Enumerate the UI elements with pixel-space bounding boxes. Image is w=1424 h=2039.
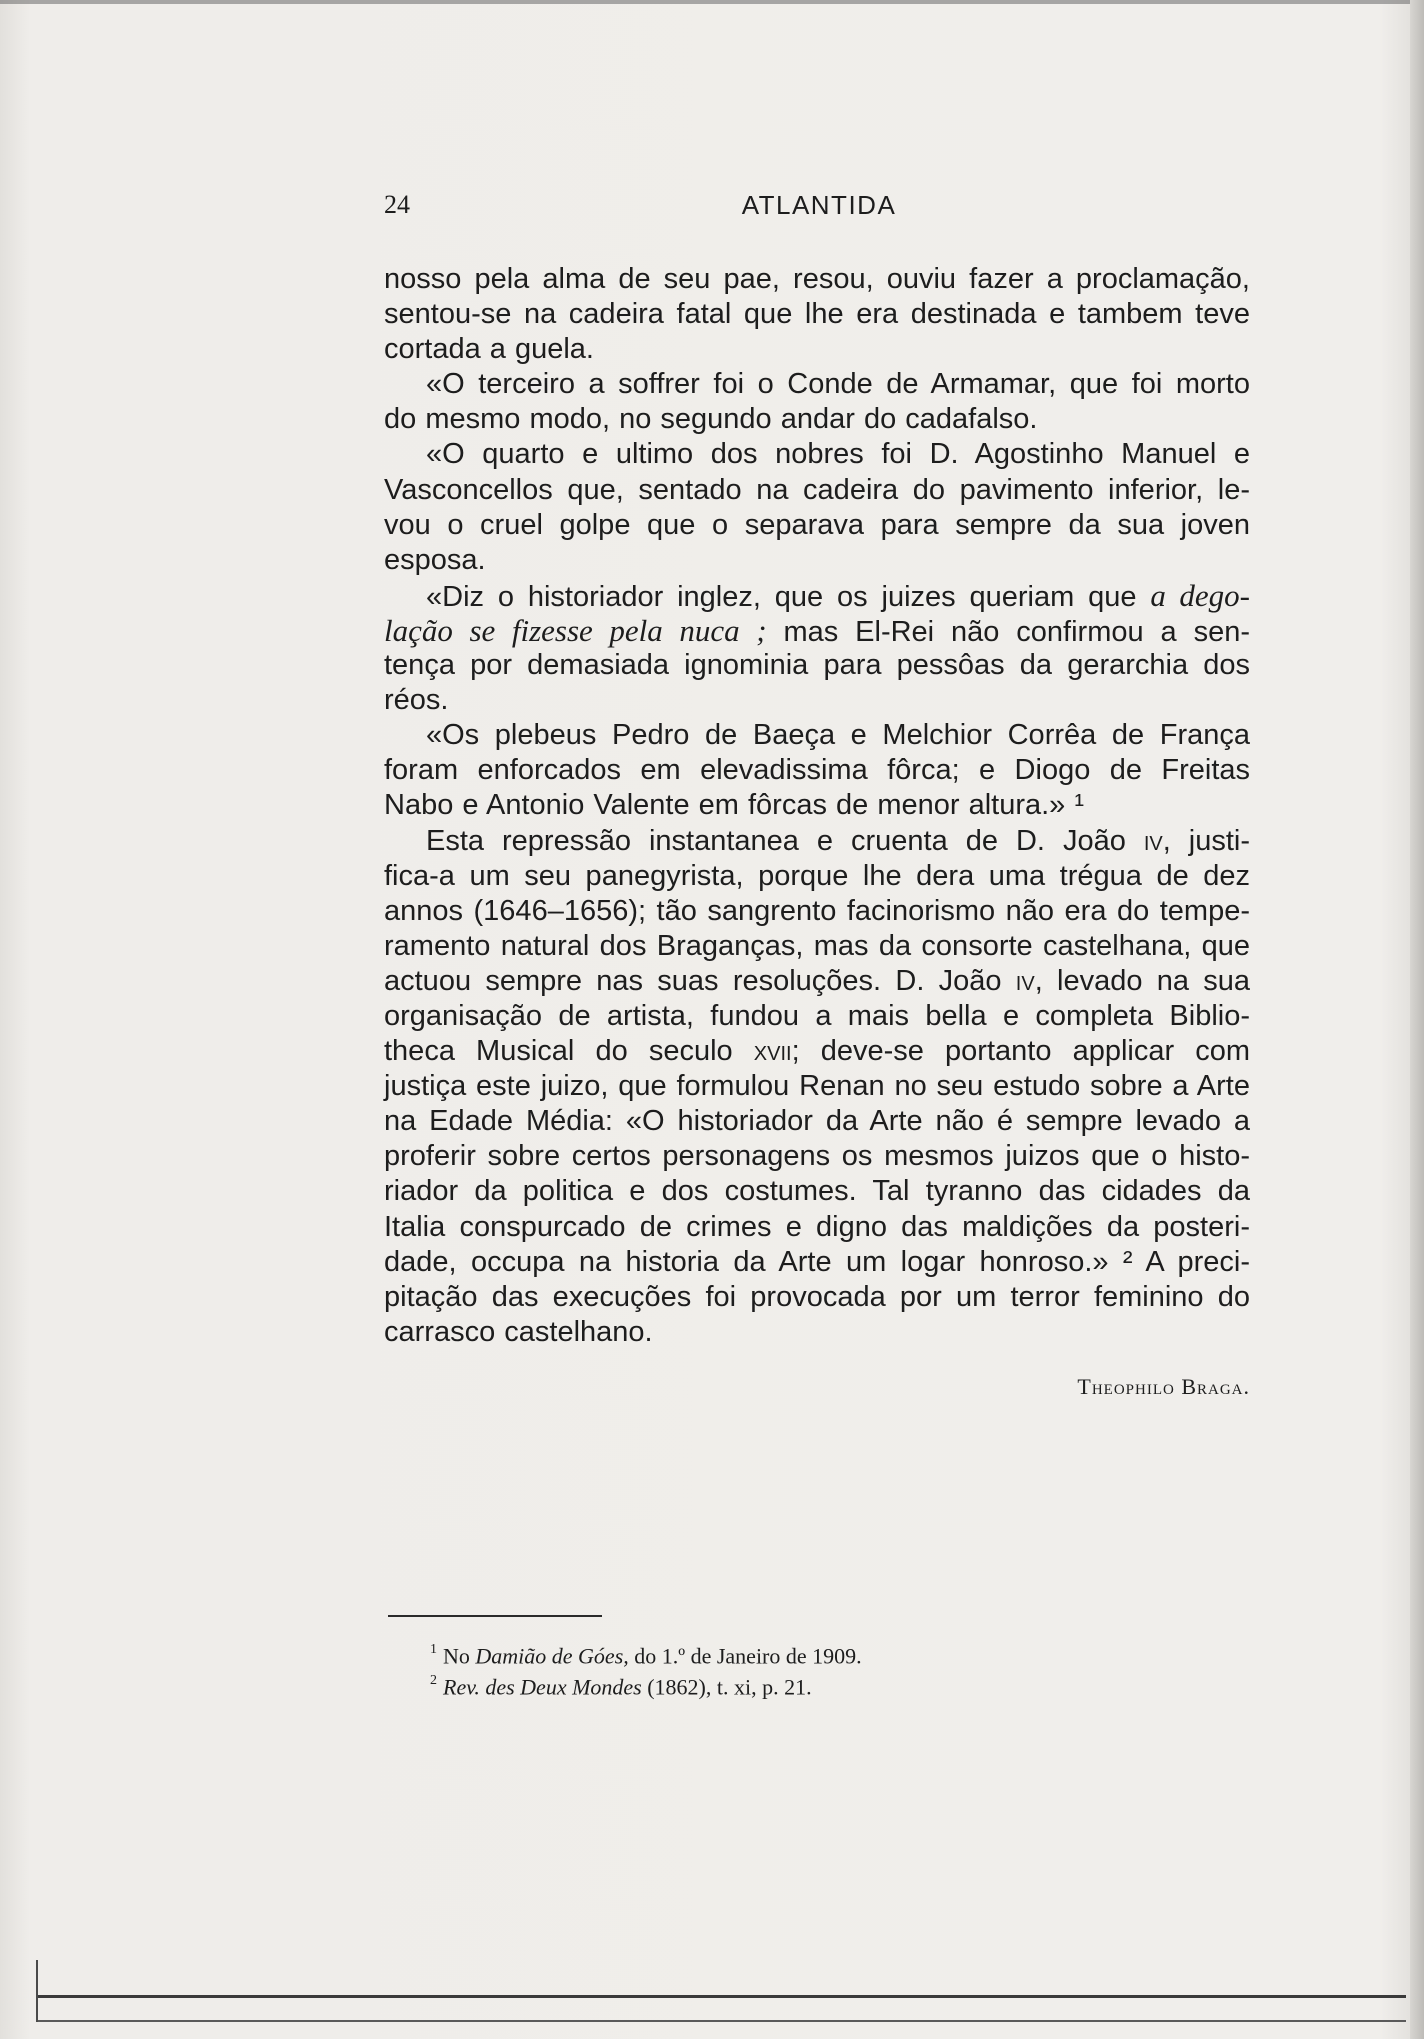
- text-line: «O quarto e ultimo dos nobres foi D. Agostinho Manuel e: [426, 438, 1250, 471]
- footnote-text: No: [443, 1643, 476, 1669]
- text-run: «Diz o historiador inglez, que os juizes queriam que: [426, 580, 1137, 613]
- page-right-edge: [1410, 0, 1424, 2039]
- footnote-mark: 2: [430, 1673, 437, 1688]
- author-signature: Theophilo Braga.: [1077, 1374, 1250, 1399]
- text-line: ramento natural dos Braganças, mas da consorte castelhana, que: [384, 929, 1250, 962]
- footnote-mark: 1: [430, 1642, 437, 1657]
- text-line: na Edade Média: «O historiador da Arte não é sempre levado a: [384, 1105, 1250, 1138]
- page-top-edge: [0, 0, 1424, 4]
- text-line: Nabo e Antonio Valente em fôrcas de menor altura.» ¹: [384, 789, 1085, 822]
- text-line: dade, occupa na historia da Arte um logar honroso.» ² A preci-: [384, 1245, 1250, 1278]
- text-line: cortada a guela.: [384, 333, 594, 366]
- text-run: , justi-: [1162, 824, 1251, 857]
- text-line: Italia conspurcado de crimes e digno das maldições da posteri-: [384, 1210, 1250, 1243]
- text-line: [384, 613, 1250, 648]
- text-line: Vasconcellos que, sentado na cadeira do pavimento inferior, le-: [384, 473, 1250, 506]
- bottom-frame-corner: [36, 1960, 38, 2022]
- text-run: actuou sempre nas suas resoluções. D. João: [384, 964, 1002, 997]
- text-line: nosso pela alma de seu pae, resou, ouviu fazer a proclamação,: [384, 263, 1250, 295]
- text-line: sentou-se na cadeira fatal que lhe era destinada e tambem teve: [384, 298, 1250, 331]
- text-line: justiça este juizo, que formulou Renan no seu estudo sobre a Arte: [384, 1070, 1250, 1103]
- footnote: [430, 1636, 1130, 1667]
- text-run: Esta repressão instantanea e cruenta de D. João: [426, 824, 1126, 857]
- text-line: «Os plebeus Pedro de Baeça e Melchior Corrêa de França: [426, 719, 1250, 752]
- text-line: esposa.: [384, 543, 486, 576]
- text-run: , levado na sua: [1034, 964, 1251, 997]
- footnotes: [430, 1636, 1130, 1698]
- running-title: ATLANTIDA: [741, 190, 897, 220]
- footnote: [430, 1667, 1130, 1698]
- text-run: theca Musical do seculo: [384, 1035, 733, 1068]
- small-caps-run: iv: [1143, 824, 1163, 857]
- text-line: [384, 964, 1250, 999]
- footnote-text: (1862), t. xi, p. 21.: [641, 1674, 812, 1700]
- text-line: vou o cruel golpe que o separava para sempre da sua joven: [384, 508, 1250, 541]
- text-line: [384, 824, 1250, 859]
- small-caps-run: iv: [1015, 964, 1035, 997]
- bottom-frame-rule: [36, 1995, 1406, 1998]
- text-line: «O terceiro a soffrer foi o Conde de Armamar, que foi morto: [426, 368, 1250, 401]
- footnote-title: Damião de Góes,: [475, 1643, 629, 1669]
- text-line: do mesmo modo, no segundo andar do cadafalso.: [384, 403, 1038, 436]
- footnote-title: Rev. des Deux Mondes: [443, 1674, 642, 1700]
- text-line: tença por demasiada ignominia para pessôas da gerarchia dos: [384, 649, 1250, 682]
- text-line: pitação das execuções foi provocada por um terror feminino do: [384, 1280, 1250, 1313]
- italic-run: lação se fizesse pela nuca ;: [384, 612, 767, 648]
- text-line: [384, 578, 1250, 613]
- text-line: annos (1646–1656); tão sangrento facinorismo não era do tempe-: [384, 894, 1250, 927]
- text-line: organisação de artista, fundou a mais bella e completa Biblio-: [384, 999, 1250, 1032]
- text-line: carrasco castelhano.: [384, 1315, 653, 1348]
- bottom-frame-rule-lower: [36, 2020, 1406, 2022]
- page-header: [384, 190, 1254, 230]
- page-number: 24: [384, 190, 410, 219]
- footnote-text: do 1.º de Janeiro de 1909.: [628, 1643, 862, 1669]
- text-line: réos.: [384, 684, 449, 717]
- text-run: mas El-Rei não confirmou a sen-: [783, 615, 1250, 648]
- small-caps-run: xvii: [753, 1035, 792, 1068]
- italic-run: a dego-: [1150, 577, 1251, 613]
- text-line: proferir sobre certos personagens os mesmos juizos que o histo-: [384, 1140, 1250, 1173]
- text-line: [384, 1034, 1250, 1069]
- text-line: fica-a um seu panegyrista, porque lhe dera uma trégua de dez: [384, 859, 1250, 892]
- body-text: [384, 262, 1250, 1350]
- footnote-rule: [388, 1615, 602, 1617]
- text-line: foram enforcados em elevadissima fôrca; e Diogo de Freitas: [384, 754, 1250, 787]
- text-run: ; deve-se portanto applicar com: [791, 1035, 1251, 1068]
- text-line: riador da politica e dos costumes. Tal tyranno das cidades da: [384, 1175, 1250, 1208]
